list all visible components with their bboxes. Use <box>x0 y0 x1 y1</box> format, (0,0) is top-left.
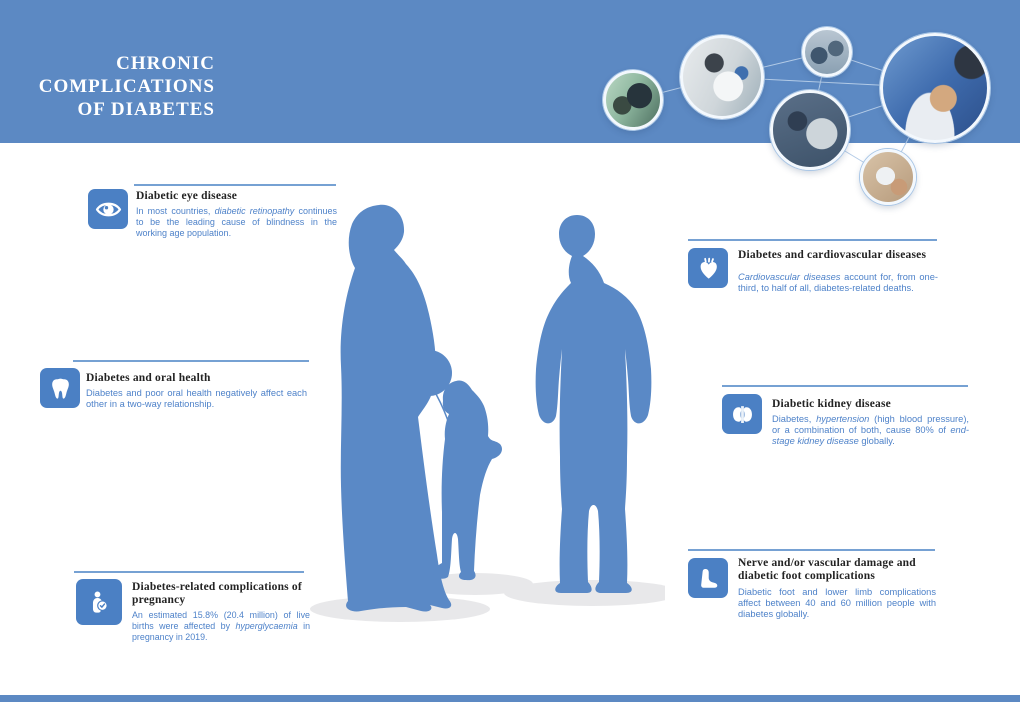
section-rule <box>688 549 935 551</box>
blood-pressure-check-photo <box>770 90 850 170</box>
consultation-room-photo <box>802 27 852 77</box>
section-body: Diabetes, hypertension (high blood pressure), or a combination of both, cause 80% of end-stage kidney disease globally. <box>772 414 969 447</box>
section-title: Diabetes and oral health <box>86 372 211 384</box>
foot-examination-photo <box>860 149 916 205</box>
man-with-child-silhouette <box>536 215 652 593</box>
section-title: Nerve and/or vascular damage and diabetic foot complications <box>738 557 916 582</box>
clinical-treatment-photo <box>680 35 764 119</box>
section-title: Diabetes and cardiovascular diseases <box>738 249 927 261</box>
pregnant-woman-silhouette <box>341 205 452 612</box>
section-title: Diabetic eye disease <box>136 190 238 202</box>
section-rule <box>688 239 937 241</box>
section-rule <box>74 571 304 573</box>
heart-icon <box>688 248 728 288</box>
balloon-silhouette <box>406 350 452 396</box>
section-rule <box>722 385 968 387</box>
pregnancy-examination-photo <box>880 33 990 143</box>
section-body: Cardiovascular diseases account for, from one-third, to half of all, diabetes-related deaths. <box>738 272 938 294</box>
tooth-icon <box>40 368 80 408</box>
section-rule <box>73 360 309 362</box>
section-title: Diabetes-related complications of pregnancy <box>132 581 302 606</box>
page-title: CHRONIC COMPLICATIONS OF DIABETES <box>38 53 215 120</box>
section-body: Diabetic foot and lower limb complications affect between 40 and 60 million people with diabetes globally. <box>738 587 936 620</box>
footer-band <box>0 695 1020 702</box>
foot-icon <box>688 558 728 598</box>
section-rule <box>134 184 336 186</box>
section-title: Diabetic kidney disease <box>772 398 891 410</box>
section-body: An estimated 15.8% (20.4 million) of live births were affected by hyperglycaemia in pregnancy in 2019. <box>132 610 311 643</box>
eye-examination-photo <box>603 70 663 130</box>
section-body: Diabetes and poor oral health negatively affect each other in a two-way relationship. <box>86 388 307 410</box>
eye-icon <box>88 189 128 229</box>
pregnancy-icon <box>76 579 122 625</box>
kidney-icon <box>722 394 762 434</box>
section-body: In most countries, diabetic retinopathy continues to be the leading cause of blindness in the working age population. <box>136 206 337 239</box>
family-silhouettes-illustration <box>295 195 665 635</box>
